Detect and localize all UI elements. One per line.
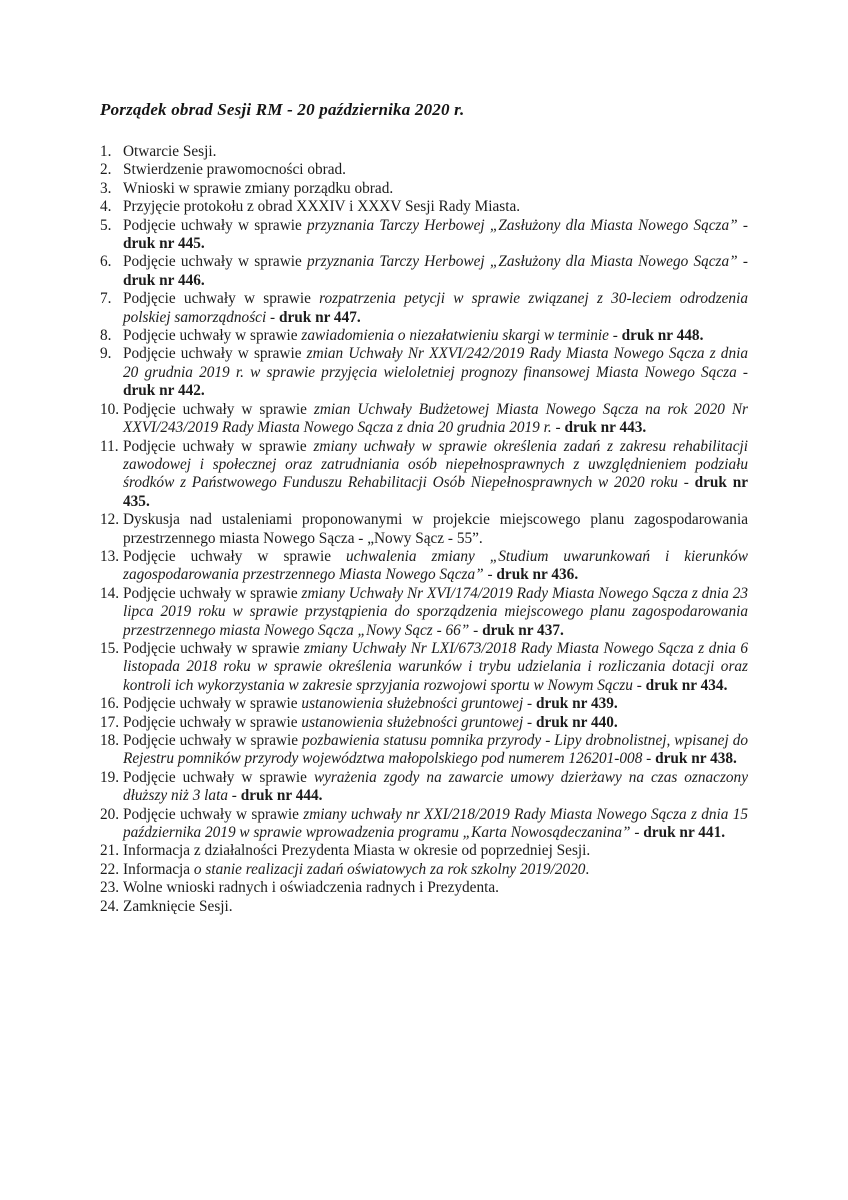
text-segment-italic: zmiany uchwały w sprawie określenia zadań z zakresu rehabilitacji zawodowej i społecznej oraz zatrudniania osób niepełnosprawnych z uwzględnieniem podziału środków z Państwowego Funduszu Rehabilitacji Osób Niepełnosprawnych w 2020 roku	[123, 437, 748, 492]
text-segment-normal: Podjęcie uchwały w sprawie	[123, 768, 314, 786]
text-segment-bold: druk nr 445.	[123, 235, 205, 253]
agenda-item-number: 15.	[100, 639, 120, 657]
text-segment-normal: -	[677, 474, 695, 492]
text-segment-italic: ustanowienia służebności gruntowej	[301, 713, 524, 731]
text-segment-bold: druk nr 442.	[123, 382, 205, 400]
text-segment-normal: -	[608, 327, 622, 345]
text-segment-italic: ustanowienia służebności gruntowej	[301, 695, 524, 713]
text-segment-normal: Podjęcie uchwały w sprawie	[123, 216, 308, 234]
agenda-item	[100, 198, 748, 216]
agenda-item-number: 16.	[100, 695, 120, 713]
agenda-item	[100, 732, 748, 769]
text-segment-bold: druk nr 440.	[535, 713, 618, 731]
text-segment-bold: druk nr 446.	[123, 271, 205, 289]
text-segment-normal: -	[483, 566, 497, 584]
text-segment-normal: Podjęcie uchwały w sprawie	[123, 713, 302, 731]
agenda-item	[100, 327, 748, 345]
text-segment-normal: -	[736, 363, 748, 381]
text-segment-italic: wyrażenia zgody na zawarcie umowy dzierżawy na czas oznaczony dłuższy niż 3 lata	[123, 768, 748, 805]
agenda-item-number: 11.	[100, 437, 119, 455]
text-segment-italic: zmiany Uchwały Nr LXI/673/2018 Rady Miasta Nowego Sącza z dnia 6 listopada 2018 roku w sprawie określenia warunków i trybu udzielania i rozliczania dotacji oraz kontroli ich wykorzystania w zakresie sprzyjania rozwojowi sportu w Nowym Sączu	[123, 639, 748, 694]
agenda-item-number: 7.	[100, 290, 112, 308]
text-segment-italic: o stanie realizacji zadań oświatowych za rok szkolny 2019/2020	[193, 860, 586, 878]
document-title: Porządek obrad Sesji RM - 20 października 2020 r.	[100, 100, 465, 119]
agenda-item-text	[123, 290, 748, 325]
agenda-item-number: 17.	[100, 713, 120, 731]
text-segment-normal: Podjęcie uchwały w sprawie	[123, 547, 346, 565]
text-segment-normal: .	[585, 860, 590, 878]
agenda-item-number: 1.	[100, 143, 112, 160]
text-segment-italic: przyznania Tarczy Herbowej „Zasłużony dla Miasta Nowego Sącza”	[307, 253, 738, 271]
agenda-item-number: 6.	[100, 253, 112, 271]
agenda-item-text	[123, 548, 748, 583]
text-segment-bold: druk nr 438.	[655, 750, 737, 768]
agenda-item-number: 20.	[100, 805, 120, 823]
agenda-item	[100, 842, 748, 860]
text-segment-italic: rozpatrzenia petycji w sprawie związanej z 30-leciem odrodzenia polskiej samorządności	[123, 290, 748, 326]
text-segment-normal: Podjęcie uchwały w sprawie	[123, 400, 314, 418]
agenda-item-text	[123, 898, 233, 915]
agenda-item	[100, 769, 748, 806]
agenda-item-text	[123, 180, 393, 197]
text-segment-normal: Podjęcie uchwały w sprawie	[123, 584, 302, 602]
text-segment-italic: zmian Uchwały Nr XXVI/242/2019 Rady Miasta Nowego Sącza z dnia 20 grudnia 2019 r. w sprawie przyjęcia wieloletniej prognozy finansowej Miasta Nowego Sącza	[123, 345, 748, 381]
text-segment-bold: druk nr 443.	[564, 419, 647, 437]
text-segment-normal: -	[227, 787, 241, 805]
text-segment-italic: pozbawienia statusu pomnika przyrody - Lipy drobnolistnej, wpisanej do Rejestru pomników przyrody województwa małopolskiego pod numerem 126201-008	[123, 732, 748, 768]
agenda-item-text	[123, 143, 216, 160]
agenda-item-number: 2.	[100, 161, 112, 179]
agenda-item	[100, 695, 748, 713]
agenda-item-number: 24.	[100, 897, 120, 915]
agenda-item-text	[123, 640, 748, 694]
text-segment-bold: druk nr 447.	[278, 308, 361, 326]
text-segment-normal: -	[523, 713, 536, 731]
agenda-item	[100, 585, 748, 640]
text-segment-normal: -	[737, 253, 748, 271]
text-segment-bold: druk nr 437.	[482, 621, 564, 639]
text-segment-normal: Zamknięcie Sesji.	[123, 897, 233, 915]
text-segment-normal: -	[630, 824, 644, 842]
agenda-item-text	[123, 879, 499, 896]
agenda-item-number: 9.	[100, 345, 112, 363]
text-segment-normal: -	[642, 750, 656, 768]
text-segment-normal: Stwierdzenie prawomocności obrad.	[123, 161, 347, 179]
text-segment-italic: uchwalenia zmiany „Studium uwarunkowań i kierunków zagospodarowania przestrzennego Miasta Nowego Sącza”	[123, 547, 748, 584]
text-segment-normal: -	[632, 676, 646, 694]
text-segment-normal: Podjęcie uchwały w sprawie	[123, 345, 307, 363]
text-segment-normal: -	[266, 308, 279, 326]
text-segment-italic: zmian Uchwały Budżetowej Miasta Nowego Sącza na rok 2020 Nr XXVI/243/2019 Rady Miasta Nowego Sącza z dnia 20 grudnia 2019 r.	[123, 400, 748, 437]
agenda-item-number: 14.	[100, 584, 120, 602]
text-segment-normal: Informacja	[123, 860, 194, 878]
agenda-item	[100, 161, 748, 179]
agenda-item	[100, 714, 748, 732]
agenda-item-text	[123, 842, 590, 859]
text-segment-normal: Przyjęcie protokołu z obrad XXXIV i XXXV Sesji Rady Miasta.	[123, 198, 521, 216]
agenda-item-number: 13.	[100, 547, 120, 565]
agenda-item-number: 10.	[100, 400, 120, 418]
text-segment-normal: Podjęcie uchwały w sprawie	[123, 805, 304, 823]
text-segment-normal: Podjęcie uchwały w sprawie	[123, 253, 308, 271]
text-segment-normal: Wnioski w sprawie zmiany porządku obrad.	[123, 179, 394, 197]
agenda-item-text	[123, 438, 748, 510]
text-segment-normal: Podjęcie uchwały w sprawie	[123, 695, 302, 713]
text-segment-normal: -	[551, 419, 565, 437]
text-segment-bold: druk nr 448.	[621, 327, 704, 345]
agenda-item-number: 3.	[100, 179, 112, 197]
text-segment-bold: druk nr 434.	[645, 676, 728, 694]
agenda-item-text	[123, 198, 520, 215]
text-segment-bold: druk nr 441.	[643, 824, 726, 842]
agenda-item-text	[123, 327, 703, 344]
agenda-item-number: 18.	[100, 732, 120, 749]
agenda-item	[100, 345, 748, 400]
agenda-item-number: 8.	[100, 327, 112, 345]
agenda-item	[100, 253, 748, 290]
agenda-item-text	[123, 345, 748, 399]
agenda-item	[100, 438, 748, 512]
text-segment-normal: Wolne wnioski radnych i oświadczenia radnych i Prezydenta.	[123, 879, 499, 897]
agenda-item-number: 21.	[100, 842, 120, 860]
text-segment-normal: -	[523, 695, 536, 713]
agenda-item-text	[123, 806, 748, 841]
agenda-item	[100, 143, 748, 161]
text-segment-normal: Podjęcie uchwały w sprawie	[123, 290, 320, 308]
text-segment-bold: druk nr 439.	[535, 695, 618, 713]
agenda-item-text	[123, 695, 618, 712]
agenda-item-text	[123, 161, 346, 178]
agenda-item-number: 12.	[100, 511, 120, 529]
text-segment-normal: -	[737, 216, 748, 234]
text-segment-normal: -	[469, 621, 483, 639]
text-segment-italic: zmiany Uchwały Nr XVI/174/2019 Rady Miasta Nowego Sącza z dnia 23 lipca 2019 roku w sprawie przystąpienia do sporządzenia miejscowego planu zagospodarowania przestrzennego miasta Nowego Sącza „Nowy Sącz - 66”	[123, 584, 748, 639]
text-segment-normal: Podjęcie uchwały w sprawie	[123, 327, 302, 345]
text-segment-bold: druk nr 436.	[496, 566, 579, 584]
text-segment-normal: Dyskusja nad ustaleniami proponowanymi w projekcie miejscowego planu zagospodarowania przestrzennego miasta Nowego Sącza - „Nowy Sącz - 55”.	[123, 511, 748, 547]
agenda-item-number: 23.	[100, 879, 120, 897]
agenda-item-number: 22.	[100, 860, 120, 878]
agenda-item-text	[123, 732, 748, 767]
agenda-item-text	[123, 714, 618, 731]
agenda-item	[100, 217, 748, 254]
agenda-item	[100, 806, 748, 843]
text-segment-bold: druk nr 435.	[123, 474, 749, 510]
agenda-item	[100, 898, 748, 916]
agenda-item-text	[123, 511, 748, 546]
agenda-list	[100, 143, 748, 916]
text-segment-italic: zmiany uchwały nr XXI/218/2019 Rady Miasta Nowego Sącza z dnia 15 października 2019 w sprawie wprowadzenia programu „Karta Nowosądeczanina”	[123, 805, 748, 842]
agenda-item-number: 4.	[100, 198, 112, 216]
agenda-item	[100, 861, 748, 879]
agenda-item	[100, 290, 748, 327]
agenda-item	[100, 879, 748, 897]
text-segment-normal: Podjęcie uchwały w sprawie	[123, 639, 304, 657]
agenda-item-text	[123, 861, 589, 878]
text-segment-normal: Podjęcie uchwały w sprawie	[123, 437, 314, 455]
agenda-item-text	[123, 253, 748, 288]
text-segment-normal: Podjęcie uchwały w sprawie	[123, 732, 303, 749]
agenda-item-text	[123, 217, 748, 252]
agenda-item-text	[123, 585, 748, 639]
agenda-item-number: 19.	[100, 768, 120, 786]
text-segment-italic: przyznania Tarczy Herbowej „Zasłużony dla Miasta Nowego Sącza”	[307, 216, 738, 234]
agenda-item	[100, 401, 748, 438]
agenda-item	[100, 640, 748, 695]
agenda-item	[100, 180, 748, 198]
agenda-item-text	[123, 769, 748, 804]
agenda-item-text	[123, 401, 748, 436]
text-segment-bold: druk nr 444.	[240, 787, 323, 805]
text-segment-normal: Otwarcie Sesji.	[123, 143, 217, 160]
text-segment-normal: Informacja z działalności Prezydenta Miasta w okresie od poprzedniej Sesji.	[123, 842, 591, 860]
agenda-item-number: 5.	[100, 216, 112, 234]
agenda-item	[100, 548, 748, 585]
text-segment-italic: zawiadomienia o niezałatwieniu skargi w terminie	[301, 327, 609, 345]
agenda-item	[100, 511, 748, 548]
